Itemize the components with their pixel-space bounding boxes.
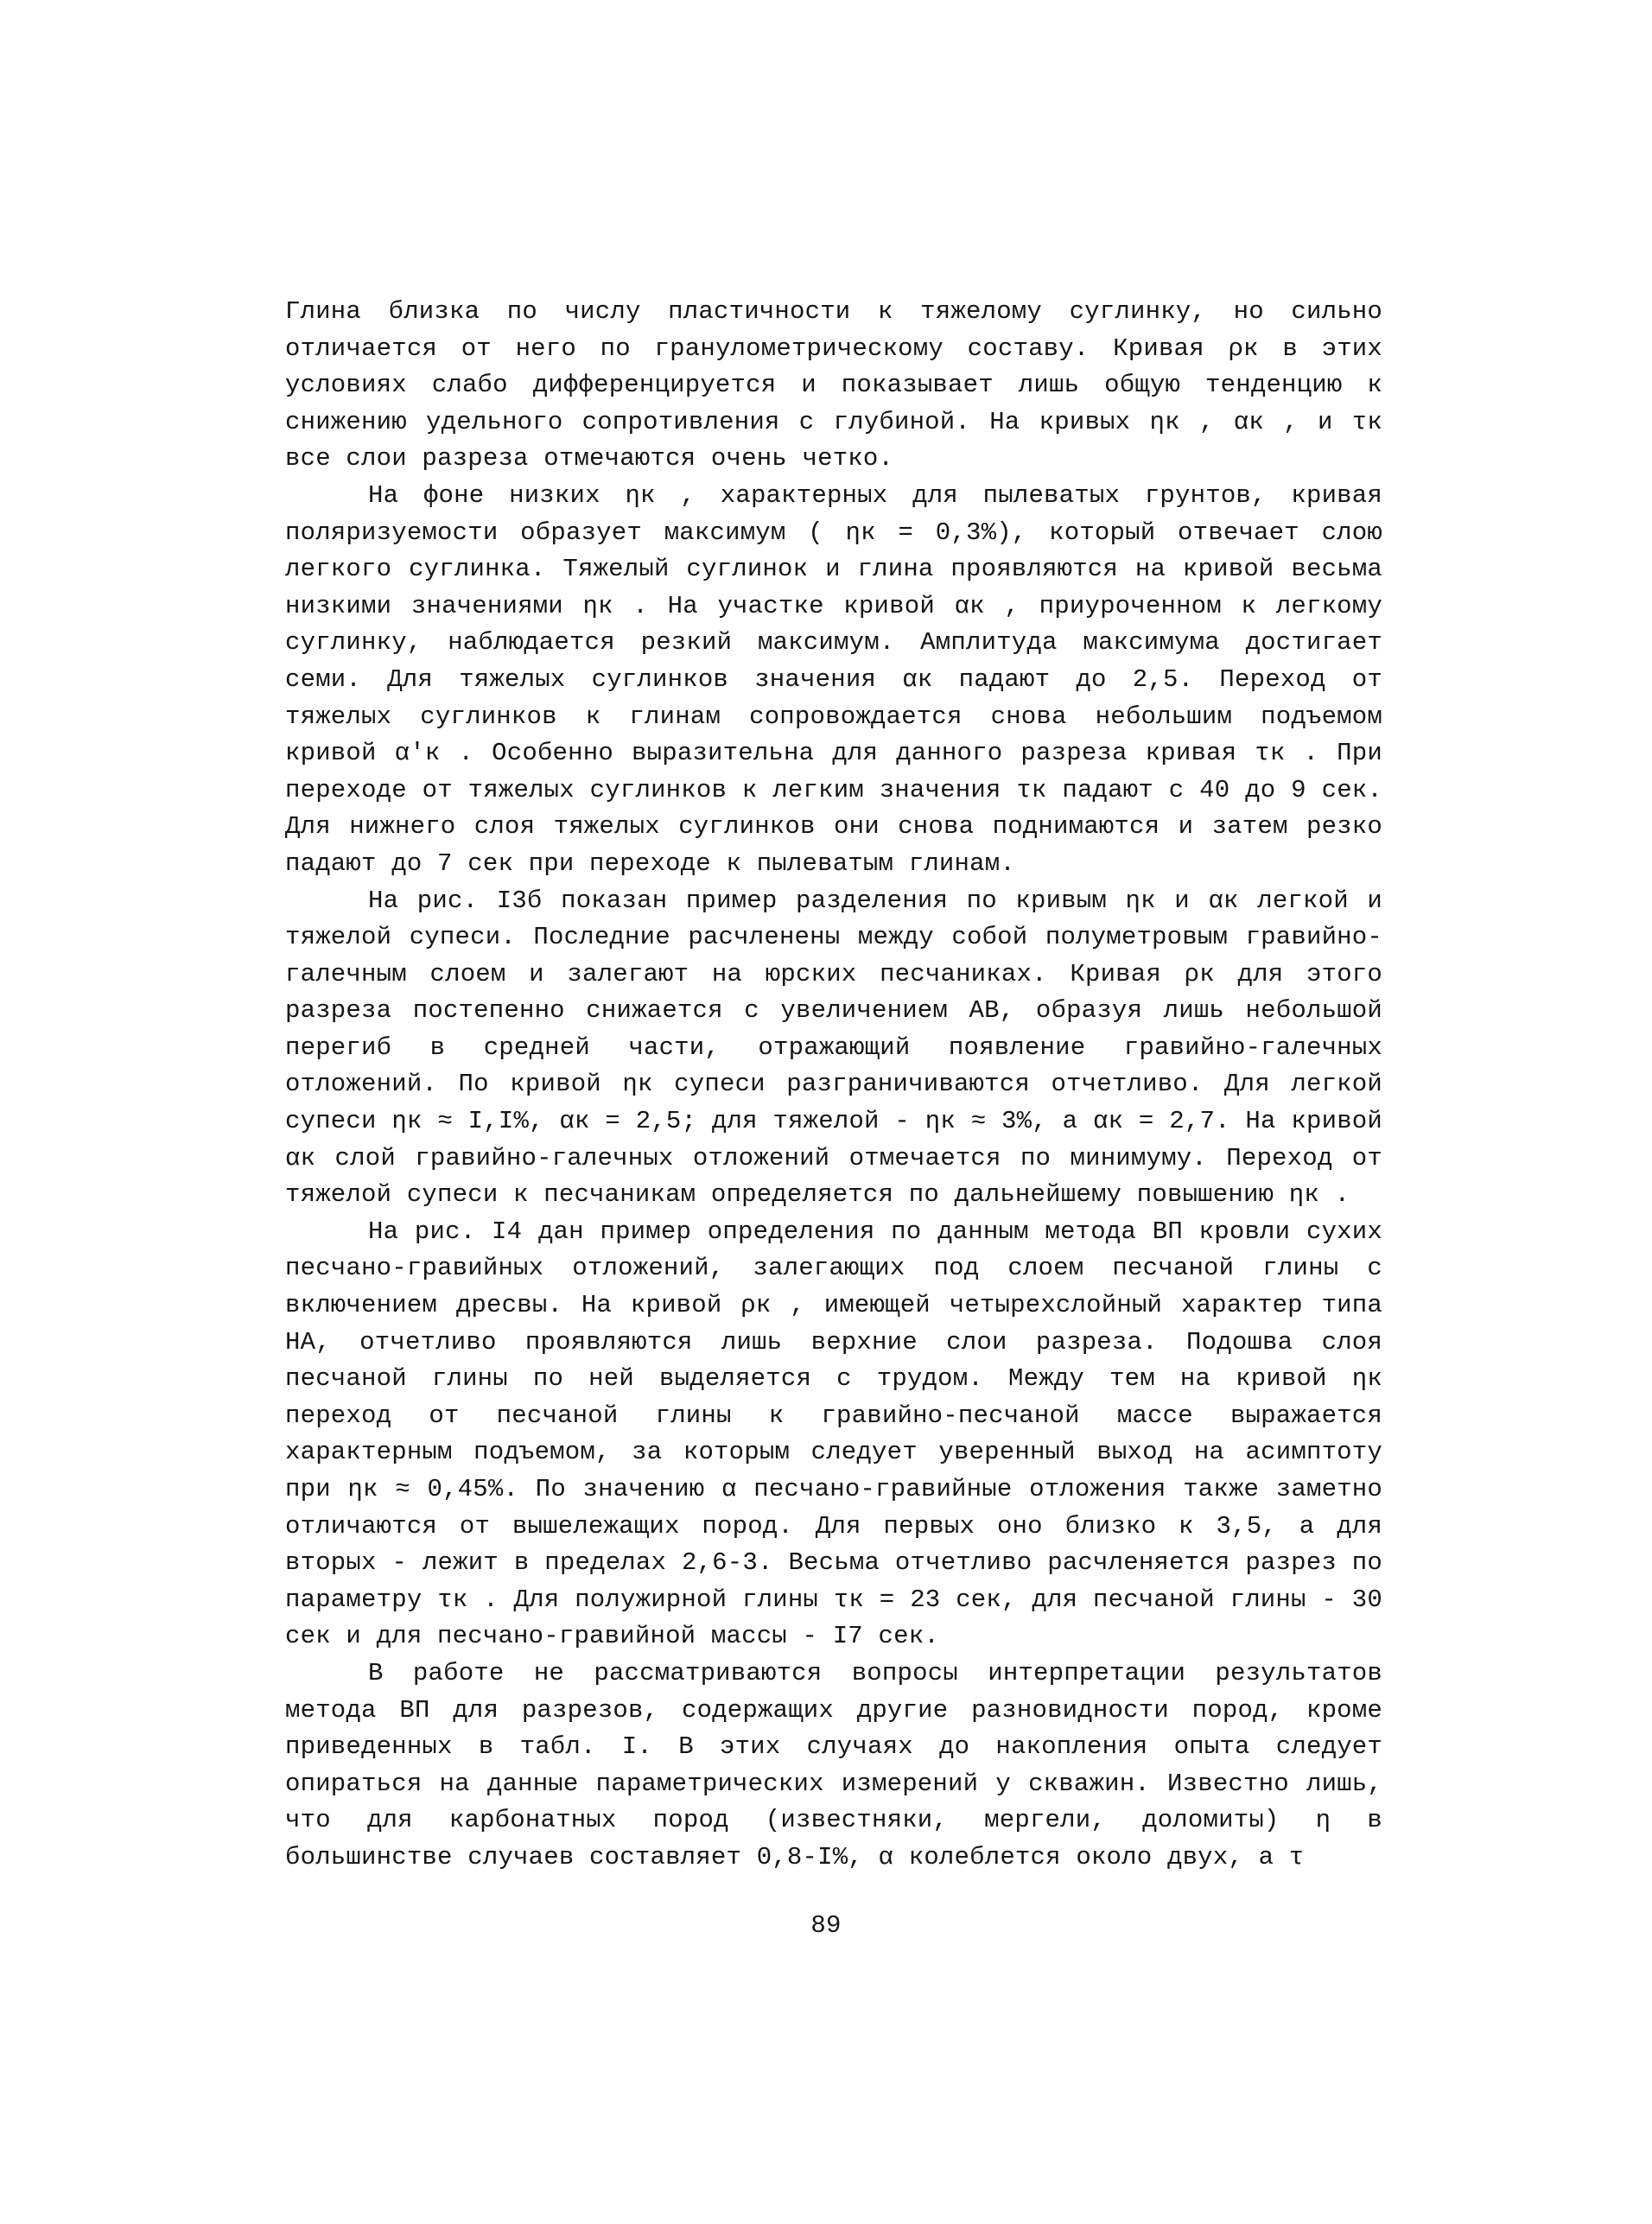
paragraph-fig-13b-sandy-loam: На рис. I3б показан пример разделения по кривым ηк и αк легкой и тяжелой супеси. Последние расчленены между собой полуметровым гравийно-галечным слоем и залегают на юрских песчаниках. Кривая ρк для этого разреза постепенно снижается с увеличением АВ, образуя лишь небольшой перегиб в средней части, отражающий появление гравийно-галечных отложений. По кривой ηк супеси разграничиваются отчетливо. Для легкой супеси ηк ≈ I,I%, αк = 2,5; для тяжелой - ηк ≈ 3%, а αк = 2,7. На кривой αк слой гравийно-галечных отложений отмечается по минимуму. Переход от тяжелой супеси к песчаникам определяется по дальнейшему повышению ηк . (285, 886, 1382, 1210)
paragraph-other-rocks: В работе не рассматриваются вопросы интерпретации результатов метода ВП для разрезов, содержащих другие разновидности пород, кроме приведенных в табл. I. В этих случаях до накопления опыта следует опираться на данные параметрических измерений у скважин. Известно лишь, что для карбонатных пород (известняки, мергели, доломиты) η в большинстве случаев составляет 0,8-I%, α колеблется около двух, а τ (285, 1658, 1382, 1871)
paragraph-clay: Глина близка по числу пластичности к тяжелому суглинку, но сильно отличается от него по гранулометрическому составу. Кривая ρк в этих условиях слабо дифференцируется и показывает лишь общую тенденцию к снижению удельного сопротивления с глубиной. На кривых ηк , αк , и τк все слои разреза отмечаются очень четко. (285, 297, 1382, 473)
page-body (285, 294, 1382, 1877)
page-number: 89 (810, 1911, 842, 1940)
paragraph-polarizability-loam: На фоне низких ηк , характерных для пылеватых грунтов, кривая поляризуемости образует максимум ( ηк = 0,3%), который отвечает слою легкого суглинка. Тяжелый суглинок и глина проявляются на кривой весьма низкими значениями ηк . На участке кривой αк , приуроченном к легкому суглинку, наблюдается резкий максимум. Амплитуда максимума достигает семи. Для тяжелых суглинков значения αк падают до 2,5. Переход от тяжелых суглинков к глинам сопровождается снова небольшим подъемом кривой α'к . Особенно выразительна для данного разреза кривая τк . При переходе от тяжелых суглинков к легким значения τк падают с 40 до 9 сек. Для нижнего слоя тяжелых суглинков они снова поднимаются и затем резко падают до 7 сек при переходе к пылеватым глинам. (285, 480, 1382, 878)
paragraph-fig-14-gravel: На рис. I4 дан пример определения по данным метода ВП кровли сухих песчано-гравийных отложений, залегающих под слоем песчаной глины с включением дресвы. На кривой ρк , имеющей четырехслойный характер типа НА, отчетливо проявляются лишь верхние слои разреза. Подошва слоя песчаной глины по ней выделяется с трудом. Между тем на кривой ηк переход от песчаной глины к гравийно-песчаной массе выражается характерным подъемом, за которым следует уверенный выход на асимптоту при ηк ≈ 0,45%. По значению α песчано-гравийные отложения также заметно отличаются от вышележащих пород. Для первых оно близко к 3,5, а для вторых - лежит в пределах 2,6-3. Весьма отчетливо расчленяется разрез по параметру τк . Для полужирной глины τк = 23 сек, для песчаной глины - 30 сек и для песчано-гравийной массы - I7 сек. (285, 1217, 1382, 1651)
